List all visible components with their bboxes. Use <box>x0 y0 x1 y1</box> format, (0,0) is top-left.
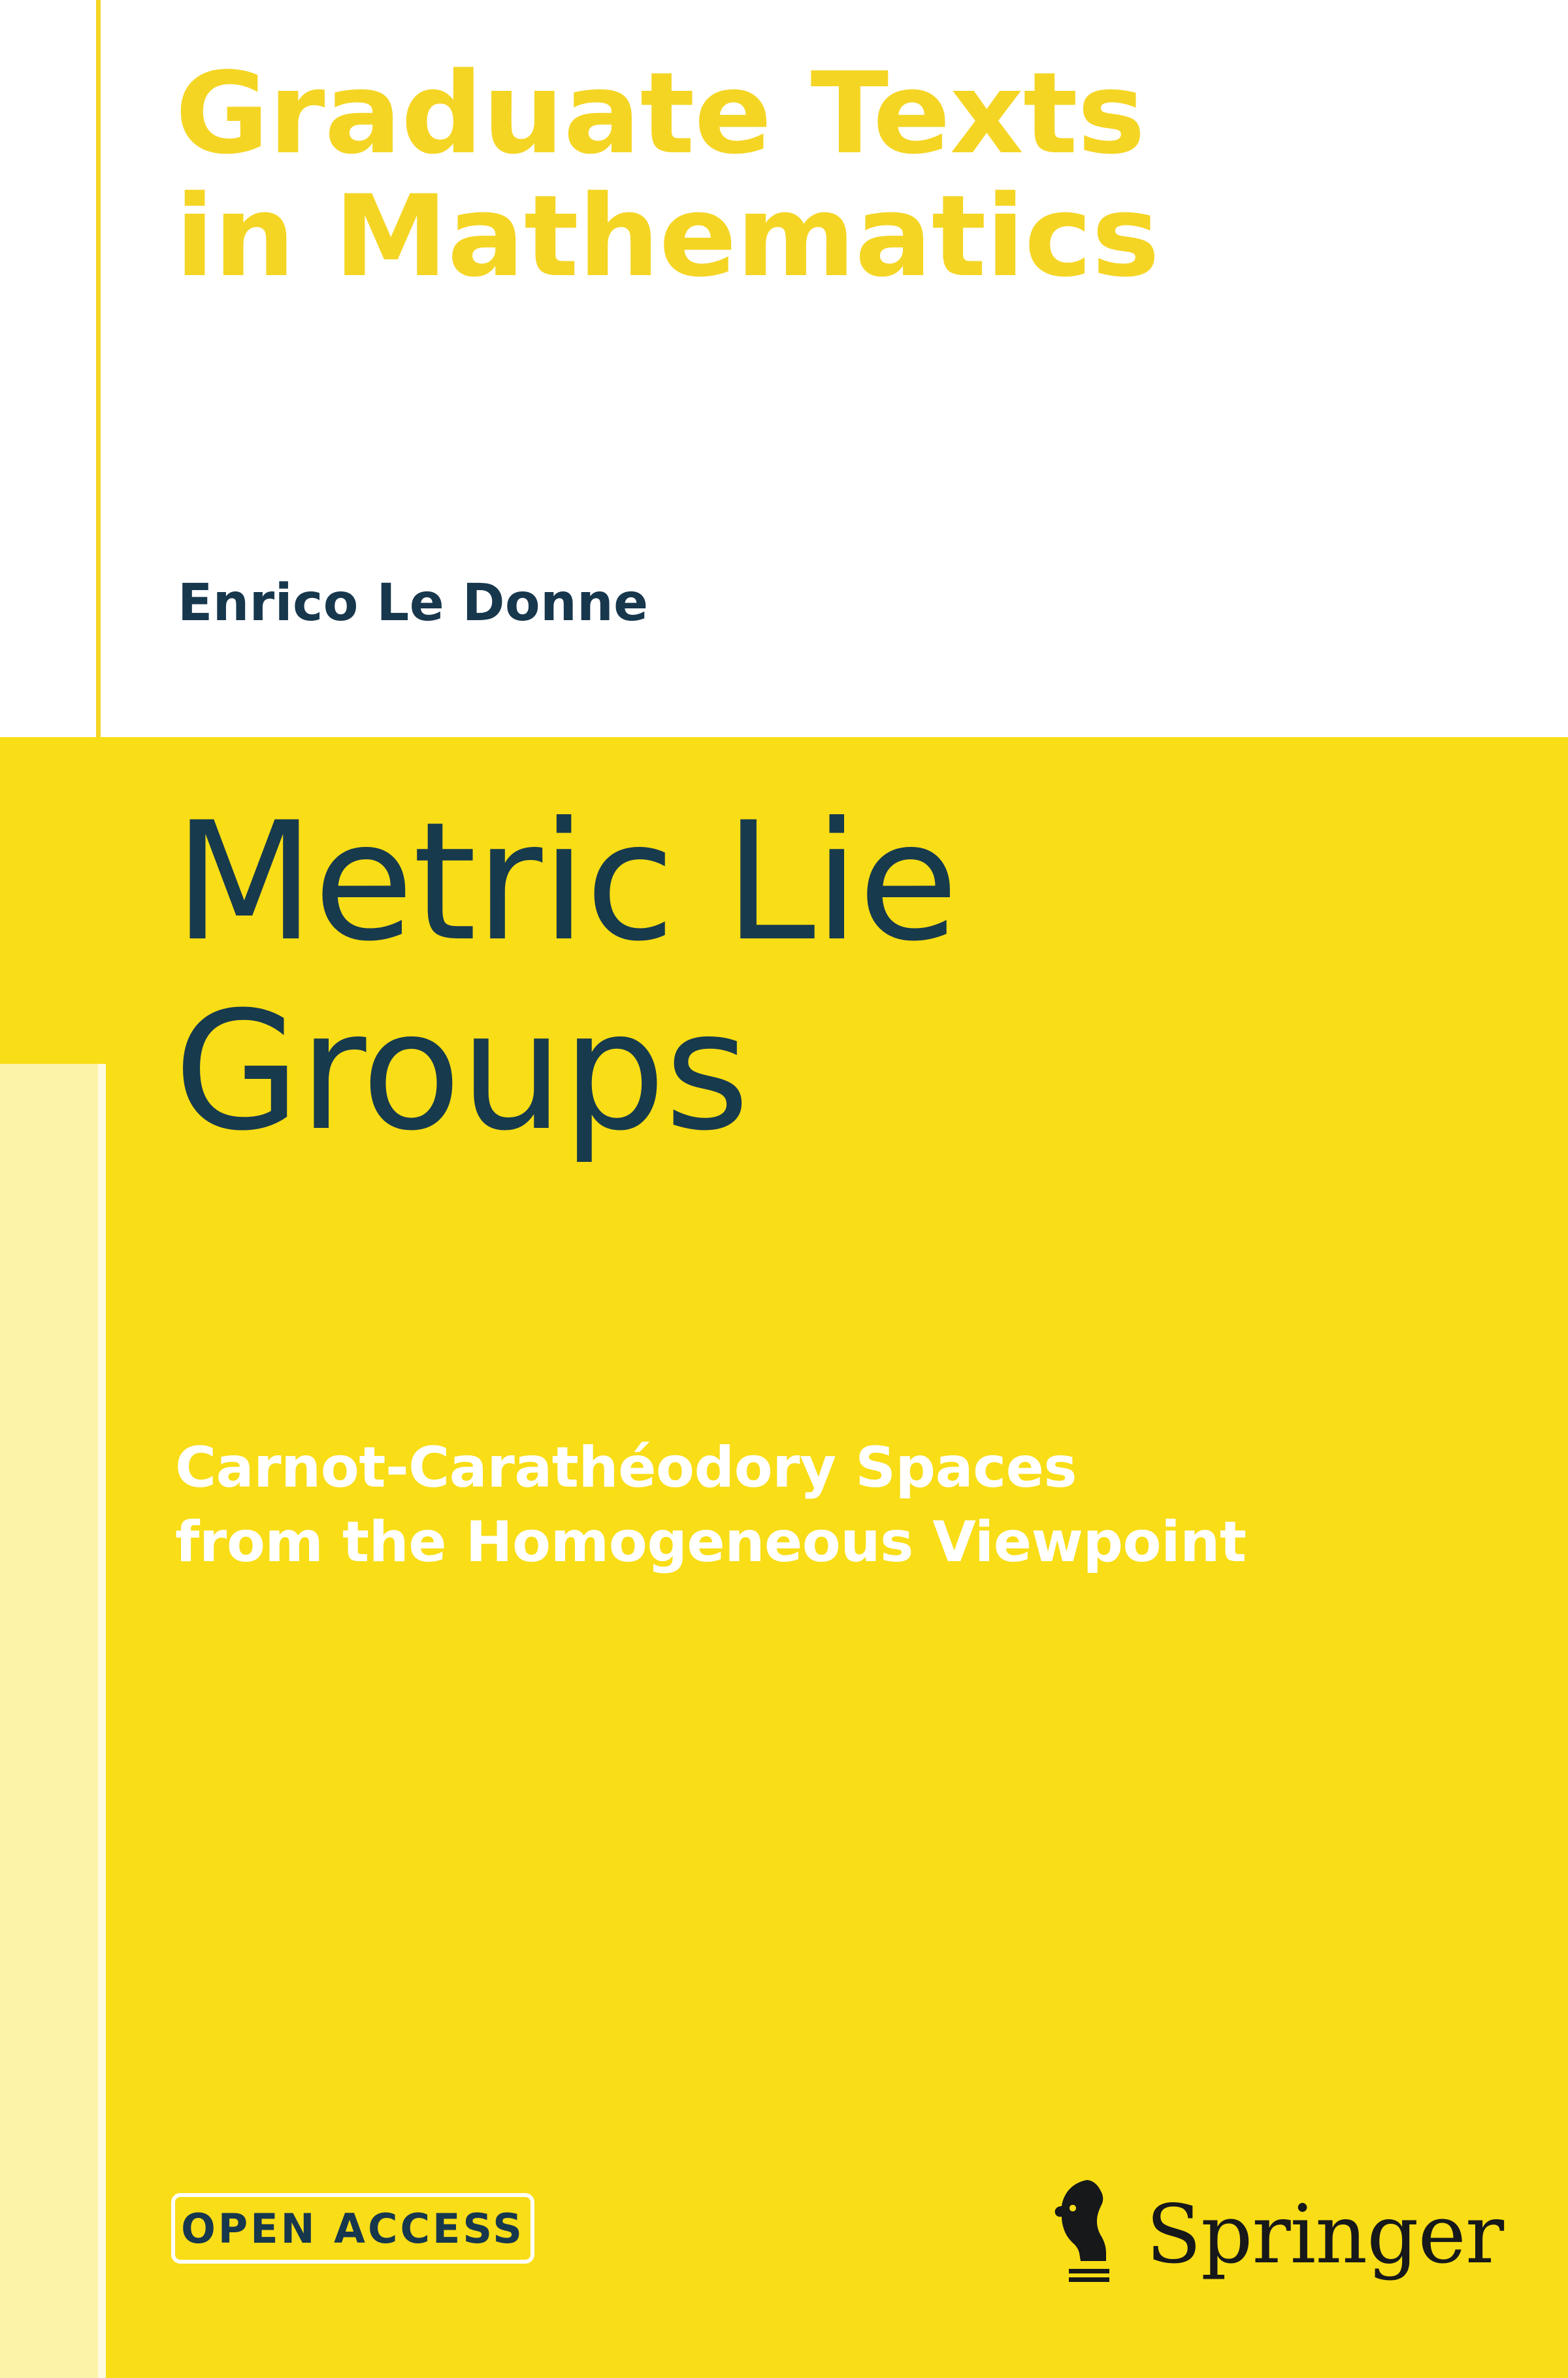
book-subtitle <box>175 1431 1416 1579</box>
book-subtitle-line-1: Carnot-Carathéodory Spaces <box>175 1435 1077 1500</box>
author-name: Enrico Le Donne <box>178 574 649 633</box>
series-title <box>175 48 1541 302</box>
publisher-logo <box>1039 2170 1504 2300</box>
book-title-line-2: Groups <box>174 976 749 1166</box>
book-subtitle-line-2: from the Homogeneous Viewpoint <box>175 1509 1247 1575</box>
series-accent-rule <box>96 0 101 737</box>
series-title-line-1: Graduate Texts <box>175 48 1145 179</box>
springer-knight-icon <box>1039 2176 1137 2294</box>
spine-strip-bottom <box>0 1064 98 2378</box>
series-title-line-2: in Mathematics <box>175 171 1160 302</box>
spine-notch <box>98 1064 106 2378</box>
book-title <box>174 787 1415 1166</box>
springer-wordmark: Springer <box>1146 2188 1504 2282</box>
spine-strip-top <box>0 737 98 1064</box>
book-title-line-1: Metric Lie <box>174 787 958 977</box>
open-access-badge <box>171 2193 534 2264</box>
open-access-label: OPEN ACCESS <box>181 2204 525 2253</box>
